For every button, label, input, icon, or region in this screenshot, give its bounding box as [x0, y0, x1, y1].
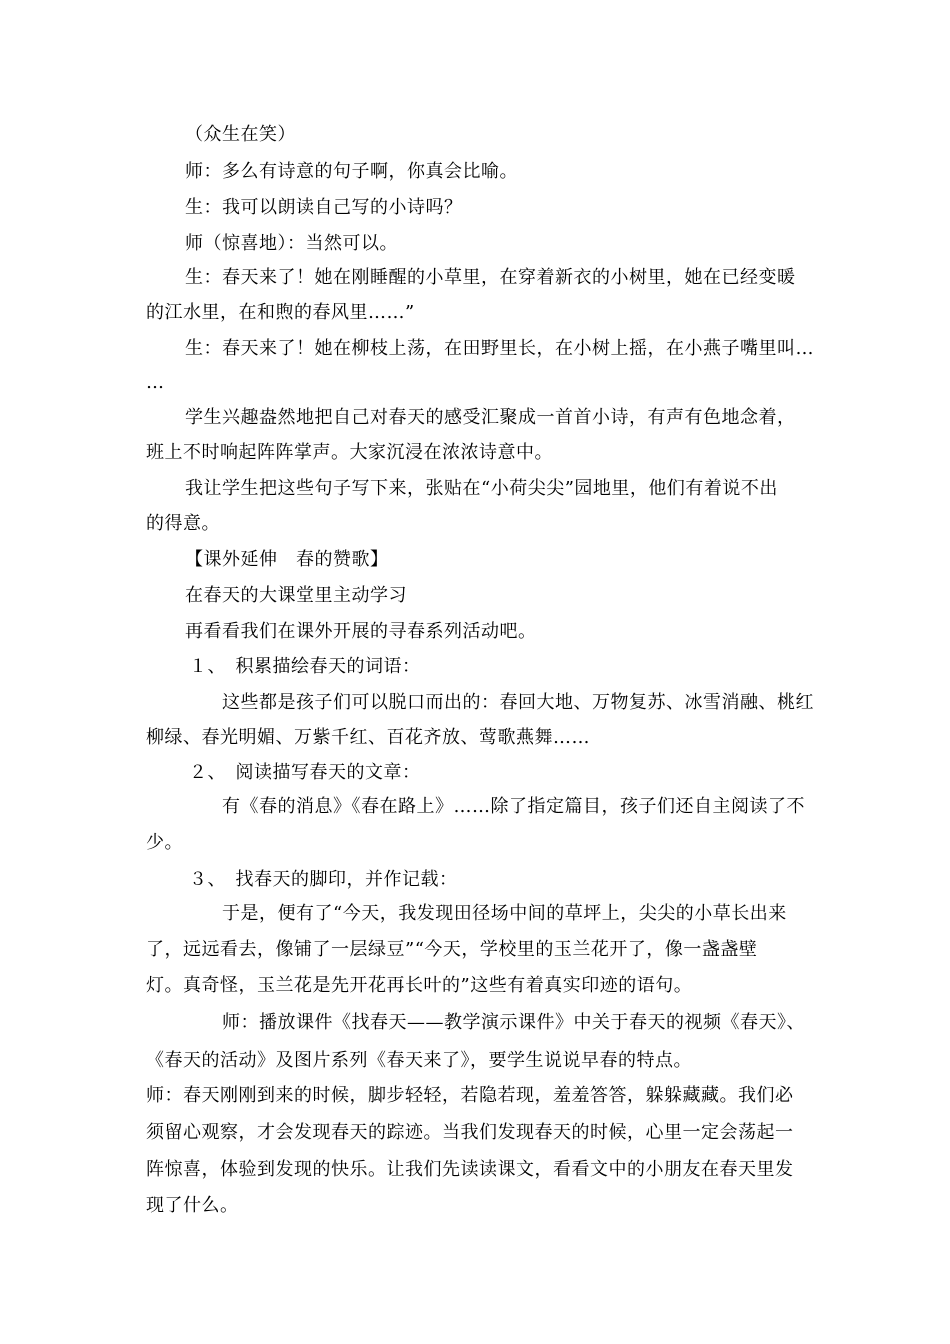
- text-line: 柳绿、春光明媚、万紫千红、百花齐放、莺歌燕舞……: [146, 727, 590, 748]
- text-line: 这些都是孩子们可以脱口而出的：春回大地、万物复苏、冰雪消融、桃红: [222, 692, 814, 713]
- text-line: 我让学生把这些句子写下来，张贴在“小荷尖尖”园地里，他们有着说不出: [185, 478, 778, 499]
- text-line: 师（惊喜地）：当然可以。: [185, 233, 398, 254]
- text-line: 学生兴趣盎然地把自己对春天的感受汇聚成一首首小诗，有声有色地念着，: [185, 407, 796, 428]
- text-line: 《春天的活动》及图片系列《春天来了》，要学生说说早春的特点。: [146, 1050, 692, 1071]
- text-line: 师：春天刚刚到来的时候，脚步轻轻，若隐若现，羞羞答答，躲躲藏藏。我们必: [146, 1085, 794, 1106]
- text-line: 了，远远看去，像铺了一层绿豆”“今天，学校里的玉兰花开了，像一盏盏壁: [146, 939, 758, 960]
- text-line: 有《春的消息》《春在路上》……除了指定篇目，孩子们还自主阅读了不: [222, 796, 805, 817]
- text-line: 阵惊喜，体验到发现的快乐。让我们先读读课文，看看文中的小朋友在春天里发: [146, 1159, 794, 1180]
- text-line: 灯。真奇怪，玉兰花是先开花再长叶的”这些有着真实印迹的语句。: [146, 975, 693, 996]
- list-item-heading: ３、 找春天的脚印，并作记载：: [189, 869, 458, 890]
- text-line: 的江水里，在和煦的春风里……”: [146, 302, 415, 323]
- text-line: 班上不时响起阵阵掌声。大家沉浸在浓浓诗意中。: [146, 442, 553, 463]
- text-line: 于是，便有了“今天，我发现田径场中间的草坪上，尖尖的小草长出来: [222, 903, 787, 924]
- text-line: 在春天的大课堂里主动学习: [185, 585, 407, 606]
- list-item-heading: ２、 阅读描写春天的文章：: [189, 762, 421, 783]
- text-line: 生：春天来了！她在柳枝上荡，在田野里长，在小树上摇，在小燕子嘴里叫…: [185, 338, 814, 359]
- text-line: 师：多么有诗意的句子啊，你真会比喻。: [185, 161, 518, 182]
- text-line: （众生在笑）: [185, 124, 296, 145]
- text-line: 再看看我们在课外开展的寻春系列活动吧。: [185, 621, 537, 642]
- text-line: …: [146, 372, 165, 393]
- text-line: 少。: [146, 832, 183, 853]
- text-line: 现了什么。: [146, 1195, 239, 1216]
- text-line: 须留心观察，才会发现春天的踪迹。当我们发现春天的时候，心里一定会荡起一: [146, 1122, 794, 1143]
- text-line: 的得意。: [146, 513, 220, 534]
- text-line: 生：春天来了！她在刚睡醒的小草里，在穿着新衣的小树里，她在已经变暖: [185, 267, 796, 288]
- text-line: 生：我可以朗读自己写的小诗吗？: [185, 197, 463, 218]
- text-line: 师：播放课件《找春天——教学演示课件》中关于春天的视频《春天》、: [222, 1012, 805, 1033]
- section-heading: 【课外延伸 春的赞歌】: [185, 549, 389, 570]
- list-item-heading: １、 积累描绘春天的词语：: [189, 656, 421, 677]
